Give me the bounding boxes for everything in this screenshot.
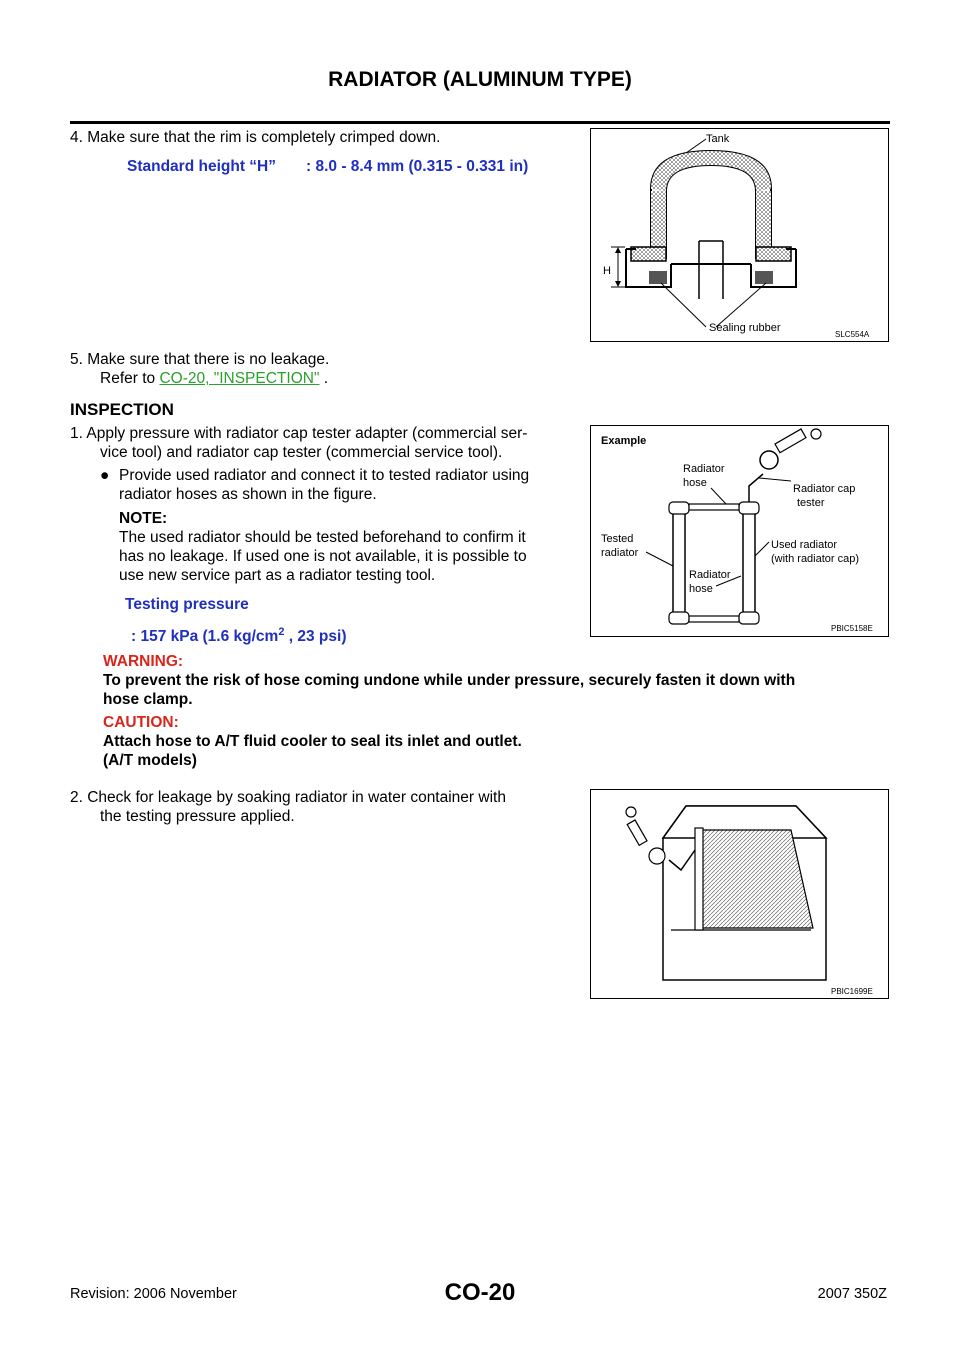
refer-prefix: Refer to bbox=[100, 370, 156, 387]
label-radiator-hose-top-2: hose bbox=[683, 477, 707, 489]
step5-text: 5. Make sure that there is no leakage. bbox=[70, 351, 330, 368]
inspection-heading: INSPECTION bbox=[70, 400, 174, 419]
label-sealing-rubber: Sealing rubber bbox=[709, 322, 781, 334]
label-radiator-hose-top-1: Radiator bbox=[683, 463, 725, 475]
label-radiator-hose-bottom-1: Radiator bbox=[689, 569, 731, 581]
label-example: Example bbox=[601, 435, 647, 447]
pressure-value-sup: 2 bbox=[278, 626, 285, 638]
label-used-2: (with radiator cap) bbox=[771, 553, 860, 565]
figure-code: SLC554A bbox=[835, 330, 870, 339]
note-line1: The used radiator should be tested beforehand to confirm it bbox=[119, 529, 526, 546]
refer-suffix: . bbox=[323, 370, 329, 387]
figure-water-container bbox=[590, 789, 889, 999]
inspection-link[interactable]: CO-20, "INSPECTION" bbox=[159, 370, 320, 387]
caution-line2: (A/T models) bbox=[103, 752, 197, 769]
spec-label: Standard height “H” bbox=[127, 158, 276, 175]
warning-label: WARNING: bbox=[103, 653, 184, 670]
label-radiator-hose-bottom-2: hose bbox=[689, 583, 713, 595]
bullet-line2: radiator hoses as shown in the figure. bbox=[119, 486, 377, 503]
page-title: RADIATOR (ALUMINUM TYPE) bbox=[328, 68, 632, 91]
figure-pressure-test-setup bbox=[590, 425, 889, 637]
pressure-label: Testing pressure bbox=[125, 596, 249, 613]
refer-line bbox=[100, 369, 328, 388]
step1-line2: vice tool) and radiator cap tester (commercial service tool). bbox=[100, 444, 503, 461]
label-tested-1: Tested bbox=[601, 533, 634, 545]
figure-code: PBIC1699E bbox=[831, 987, 873, 996]
warning-line1: To prevent the risk of hose coming undone while under pressure, securely fasten it down with bbox=[103, 672, 796, 689]
label-tank: Tank bbox=[706, 133, 730, 145]
pressure-value bbox=[131, 623, 347, 646]
label-h: H bbox=[603, 265, 611, 277]
label-cap-tester-1: Radiator cap bbox=[793, 483, 856, 495]
figure-tank-crimp bbox=[590, 128, 889, 342]
caution-label: CAUTION: bbox=[103, 714, 179, 731]
caution-line1: Attach hose to A/T fluid cooler to seal its inlet and outlet. bbox=[103, 733, 522, 750]
warning-line2: hose clamp. bbox=[103, 691, 193, 708]
bullet-dot: ● bbox=[100, 467, 110, 484]
note-line2: has no leakage. If used one is not available, it is possible to bbox=[119, 548, 527, 565]
step4-text: 4. Make sure that the rim is completely crimped down. bbox=[70, 129, 441, 146]
label-used-1: Used radiator bbox=[771, 539, 838, 551]
label-tested-2: radiator bbox=[601, 547, 639, 559]
label-cap-tester-2: tester bbox=[797, 497, 825, 509]
figure-code: PBIC5158E bbox=[831, 624, 873, 633]
step2-line2: the testing pressure applied. bbox=[100, 808, 295, 825]
header-rule bbox=[70, 121, 890, 124]
note-line3: use new service part as a radiator testing tool. bbox=[119, 567, 436, 584]
bullet-line1: Provide used radiator and connect it to tested radiator using bbox=[119, 467, 530, 484]
footer-model: 2007 350Z bbox=[817, 1286, 887, 1302]
pressure-value-tail: , 23 psi) bbox=[284, 628, 347, 646]
footer-page-number: CO-20 bbox=[444, 1279, 516, 1306]
spec-value: : 8.0 - 8.4 mm (0.315 - 0.331 in) bbox=[306, 158, 529, 175]
note-label: NOTE: bbox=[119, 510, 168, 527]
pressure-value-main: : 157 kPa (1.6 kg/cm bbox=[131, 628, 279, 646]
step2-line1: 2. Check for leakage by soaking radiator in water container with bbox=[70, 789, 506, 806]
step1-line1: 1. Apply pressure with radiator cap tester adapter (commercial ser- bbox=[70, 425, 528, 442]
footer-revision: Revision: 2006 November bbox=[70, 1286, 237, 1302]
